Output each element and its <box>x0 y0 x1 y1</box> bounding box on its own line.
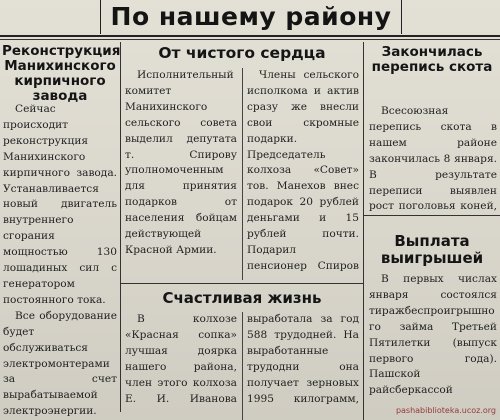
watermark: pashabiblioteka.ucoz.org <box>395 406 496 415</box>
headline-pure-heart: От чистого сердца <box>158 44 326 62</box>
paragraph: Всесоюзная перепись скота в нашем районе закончилась 8 января. В результате переписи выявлен рост поголовья коней, <box>369 105 497 212</box>
paragraph: Все оборудование будет обслуживаться электромонтерами за счет вырабатываемой электроэнергии. <box>3 309 117 418</box>
headline-winnings: Выплата выигрышей <box>380 232 484 267</box>
article-census <box>369 104 497 212</box>
paragraph: Члены сельского исполкома и актив сразу же внесли свои скромные подарки. Председатель колхоза «Совет» тов. Манехов внес подарок 20 рублей деньгами и 15 рублей почти. Подарил пенсионер Спиров <box>247 69 359 272</box>
column-divider-left <box>120 42 121 412</box>
article-winnings <box>369 272 497 400</box>
middle-divider <box>121 283 363 284</box>
column-divider-right <box>363 42 364 420</box>
section-masthead <box>100 0 402 34</box>
article-reconstruction <box>3 102 117 420</box>
headline-reconstruction: Реконструкция Манихинского кирпичного завода <box>2 43 121 105</box>
article-pure-heart <box>125 68 359 280</box>
top-rule-thin <box>0 39 500 40</box>
paragraph: Исполнительный комитет Манихинского сельского совета выделил депутата т. Спирову уполномоченным для принятия подарков от населения бойцам действующей Красной Армии. <box>125 69 237 256</box>
headline-census: Закончилась перепись скота <box>371 44 493 76</box>
top-rule <box>0 35 500 37</box>
article-happy-life <box>125 312 359 420</box>
right-divider <box>364 215 500 216</box>
section-title: По нашему району <box>110 2 392 31</box>
paragraph: В первых числах января состоялся тиражбеспроигрышного займа Третьей Пятилетки (выпуск первого года). Пашской райсберкассой <box>369 273 497 397</box>
paragraph: Сейчас происходит реконструкция Манихинского кирпичного завода. Устанавливается новый двигатель внутреннего сгорания мощностью 130 лошадиных сил с генератором постоянного тока. <box>3 103 117 306</box>
paragraph: В колхозе «Красная сопка» лучшая доярка нашего района, член этого колхоза Е. И. Иванова выработала за год 588 трудодней. На выработанные трудодни она получает зерновых 1995 килограмм, <box>125 313 359 405</box>
headline-happy-life: Счастливая жизнь <box>162 289 322 307</box>
